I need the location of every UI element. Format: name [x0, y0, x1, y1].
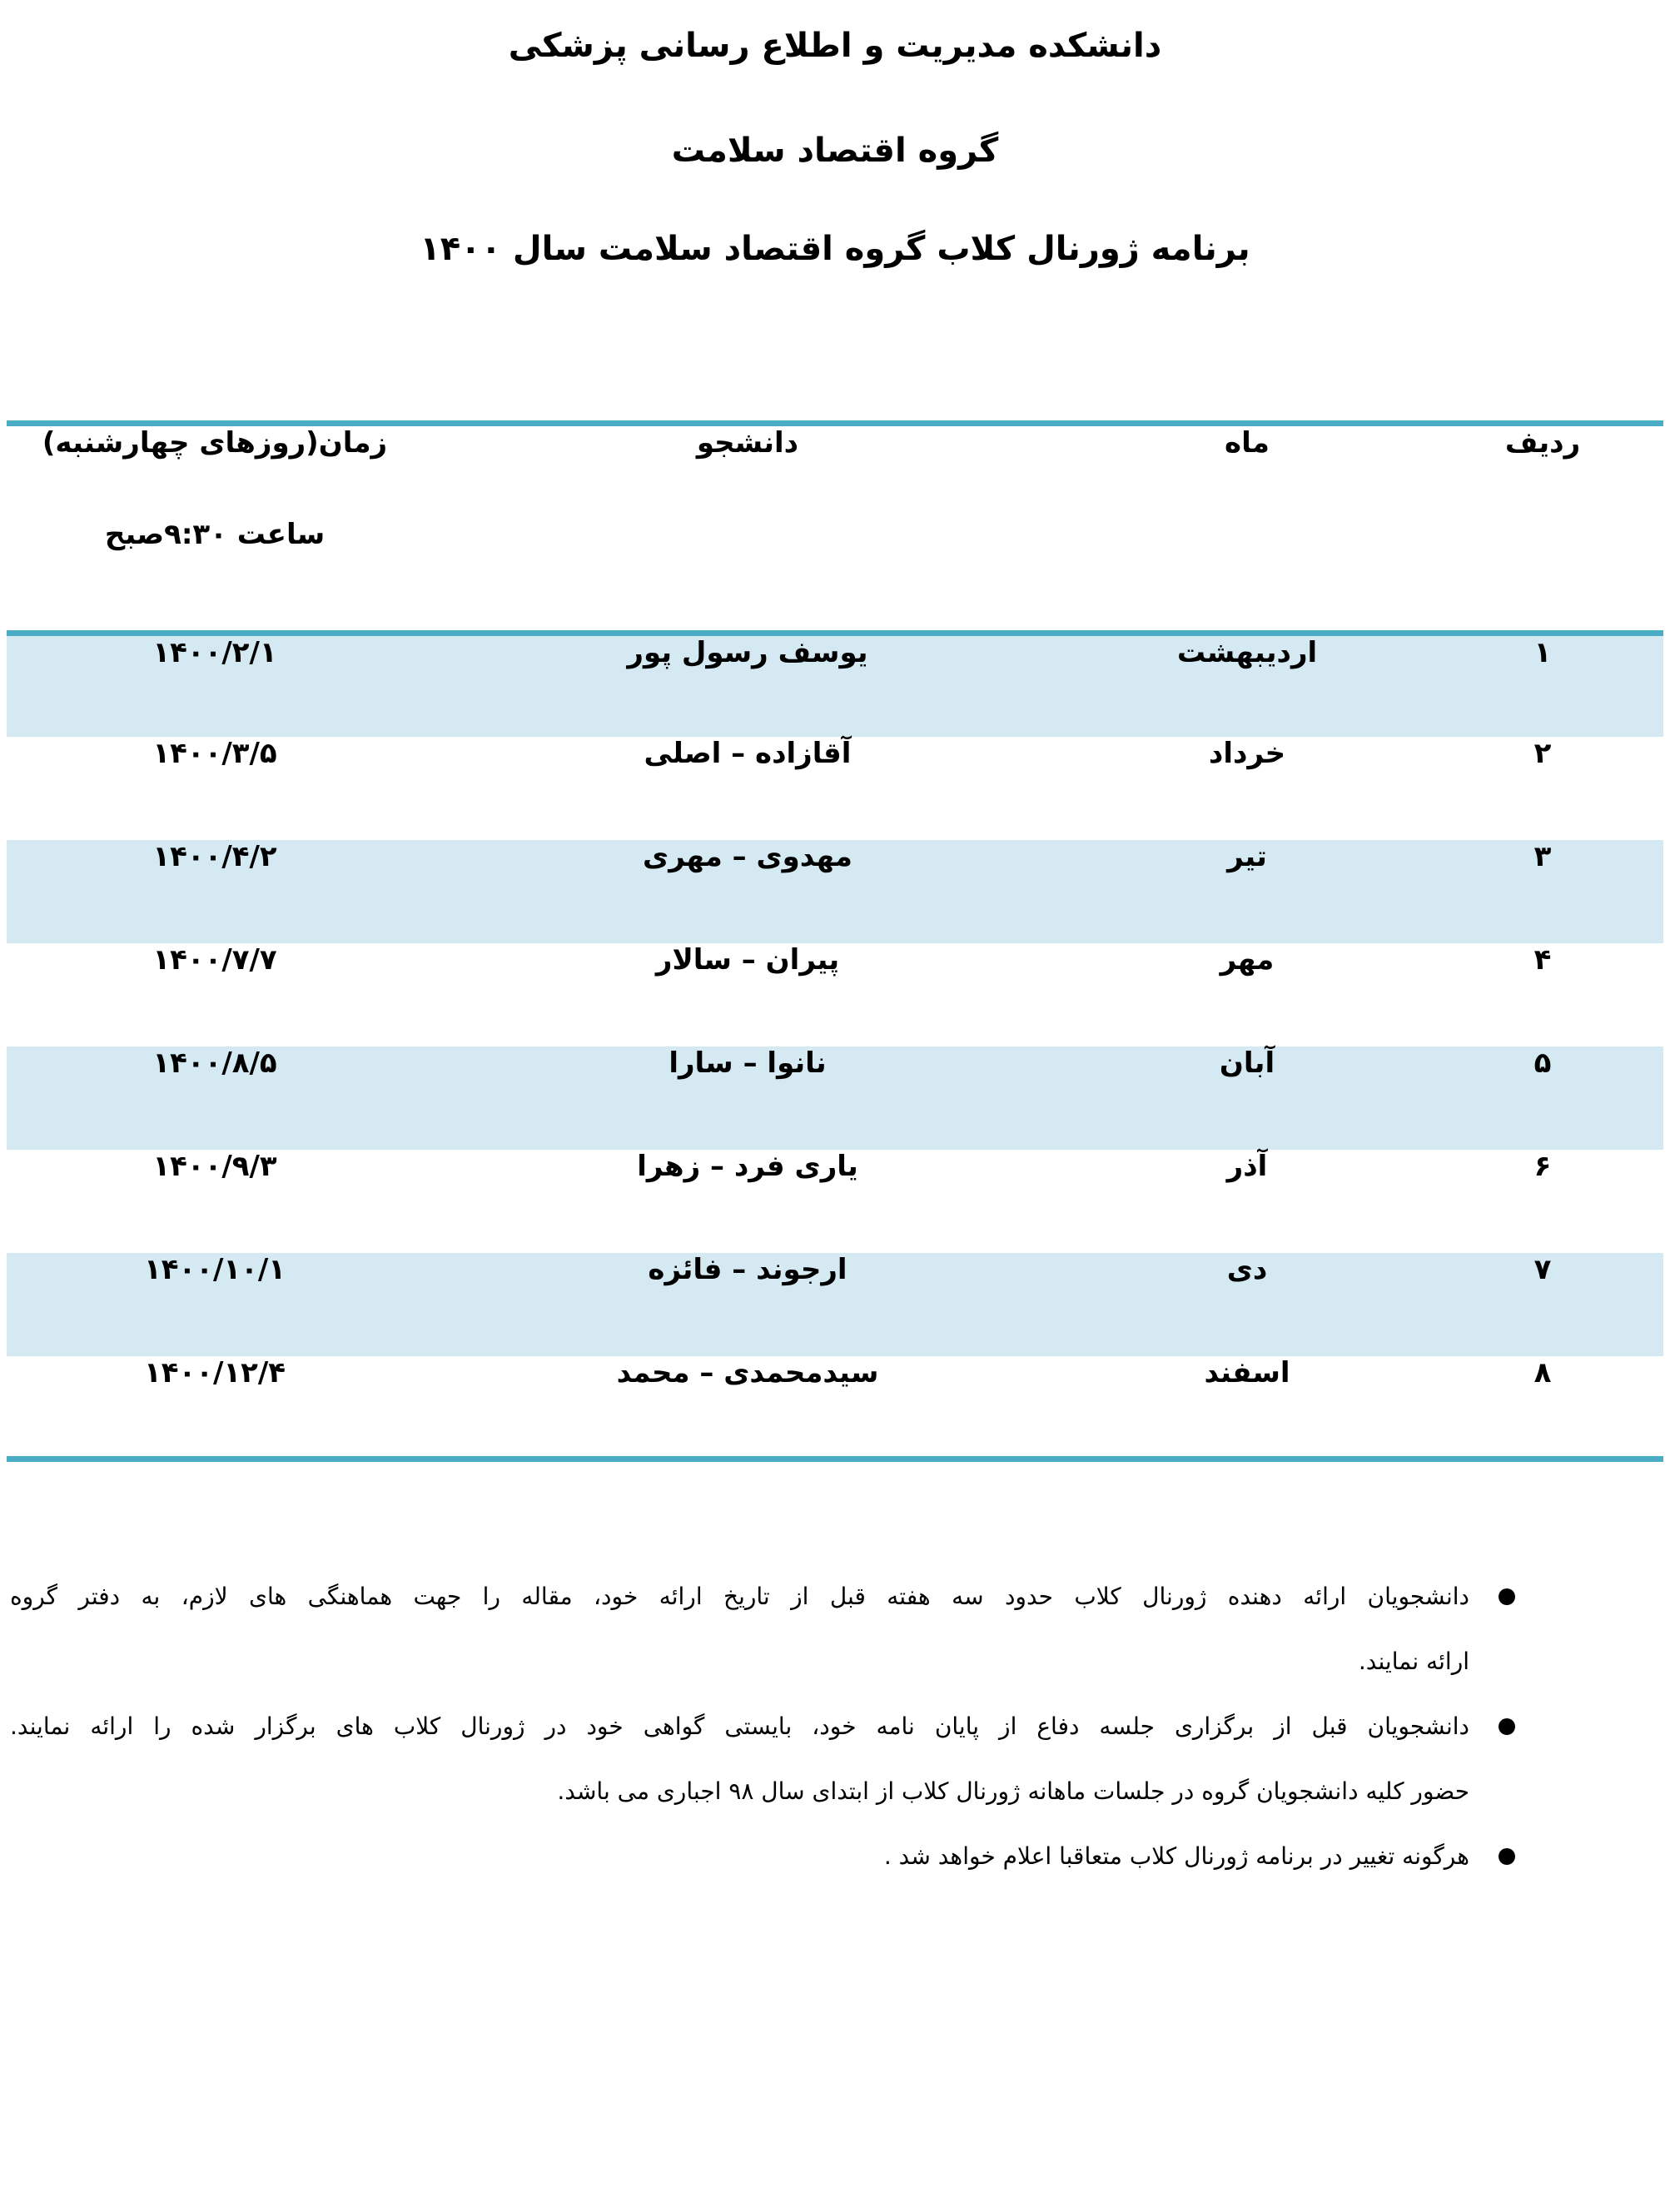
- row-number-cell: ۷: [1533, 1252, 1552, 1286]
- student-cell: آقازاده – اصلی: [644, 736, 852, 770]
- note-item: [10, 1694, 1469, 1824]
- bullet-icon: [1499, 1718, 1515, 1735]
- row-number-cell: ۶: [1533, 1149, 1552, 1183]
- student-cell: پیران – سالار: [655, 942, 840, 977]
- table-row: [7, 943, 1663, 1046]
- header-student-label: دانشجو: [696, 426, 799, 460]
- student-cell: مهدوی – مهری: [643, 839, 852, 873]
- table-row: [7, 1046, 1663, 1150]
- date-cell: ۱۴۰۰/۴/۲: [152, 839, 277, 873]
- note-line: ارائه نمایند.: [1358, 1648, 1469, 1675]
- row-number-cell: ۸: [1422, 1356, 1663, 1459]
- note-line: دانشجویان قبل از برگزاری جلسه دفاع از پایان نامه خود، بایستی گواهی خود در ژورنال کلاب های برگزار شده را ارائه نمایند.: [10, 1712, 1469, 1740]
- header-month-label: ماه: [1225, 426, 1270, 460]
- student-cell: یاری فرد – زهرا: [637, 1149, 858, 1183]
- title-program: برنامه ژورنال کلاب گروه اقتصاد سلامت سال ۱۴۰۰: [420, 230, 1250, 268]
- schedule-table: [7, 420, 1663, 1462]
- month-cell: اردیبهشت: [1176, 636, 1318, 669]
- table-row: [7, 1150, 1663, 1253]
- date-cell: ۱۴۰۰/۷/۷: [152, 942, 277, 977]
- table-row: [7, 634, 1663, 737]
- date-cell: ۱۴۰۰/۸/۵: [152, 1046, 277, 1080]
- header-time: [7, 424, 423, 634]
- row-number-cell: ۲: [1533, 736, 1552, 770]
- student-cell: ارجوند – فائزه: [648, 1252, 847, 1286]
- student-cell: سیدمحمدی – محمد: [423, 1356, 1072, 1459]
- header-row-number-label: ردیف: [1504, 426, 1581, 460]
- date-cell: ۱۴۰۰/۹/۳: [152, 1149, 277, 1183]
- title-department: گروه اقتصاد سلامت: [671, 132, 999, 170]
- table-row: [7, 840, 1663, 943]
- date-cell: ۱۴۰۰/۳/۵: [152, 736, 277, 770]
- bullet-icon: [1499, 1848, 1515, 1865]
- table-body: [7, 634, 1663, 1459]
- note-item: [10, 1824, 1469, 1889]
- date-cell: ۱۴۰۰/۱۲/۴: [7, 1356, 423, 1459]
- table-row: [7, 1356, 1663, 1459]
- header-time-label: زمان(روزهای چهارشنبه): [42, 426, 388, 460]
- month-cell: تیر: [1227, 839, 1267, 873]
- row-number-cell: ۵: [1533, 1046, 1552, 1080]
- row-number-cell: ۴: [1533, 942, 1552, 977]
- header-row: [7, 424, 1663, 634]
- date-cell: ۱۴۰۰/۲/۱: [152, 636, 277, 669]
- student-cell: یوسف رسول پور: [627, 636, 868, 669]
- note-line: حضور کلیه دانشجویان گروه در جلسات ماهانه ژورنال کلاب از ابتدای سال ۹۸ اجباری می باشد.: [557, 1777, 1469, 1805]
- header-student: [423, 424, 1072, 634]
- month-cell: آذر: [1226, 1149, 1268, 1183]
- note-line: هرگونه تغییر در برنامه ژورنال کلاب متعاقبا اعلام خواهد شد .: [883, 1842, 1469, 1870]
- student-cell: نانوا – سارا: [668, 1046, 827, 1080]
- bullet-icon: [1499, 1588, 1515, 1605]
- row-number-cell: ۱: [1533, 636, 1552, 669]
- month-cell: آبان: [1219, 1046, 1275, 1080]
- header-row-number: [1422, 424, 1663, 634]
- title-faculty: دانشکده مدیریت و اطلاع رسانی پزشکی: [508, 27, 1162, 65]
- note-line: دانشجویان ارائه دهنده ژورنال کلاب حدود سه هفته قبل از تاریخ ارائه خود، مقاله را جهت هماهنگی های لازم، به دفتر گروه: [10, 1583, 1469, 1610]
- table-header: [7, 424, 1663, 634]
- row-number-cell: ۳: [1533, 839, 1552, 873]
- header-month: [1072, 424, 1422, 634]
- date-cell: ۱۴۰۰/۱۰/۱: [143, 1252, 286, 1286]
- notes-list: [10, 1564, 1660, 1889]
- month-cell: اسفند: [1072, 1356, 1422, 1459]
- month-cell: خرداد: [1208, 736, 1286, 770]
- header-time-sub-label: ساعت ۹:۳۰صبح: [104, 518, 326, 551]
- month-cell: مهر: [1220, 942, 1275, 977]
- note-item: [10, 1564, 1469, 1694]
- table-row: [7, 1253, 1663, 1356]
- month-cell: دی: [1226, 1252, 1268, 1286]
- table-row: [7, 737, 1663, 840]
